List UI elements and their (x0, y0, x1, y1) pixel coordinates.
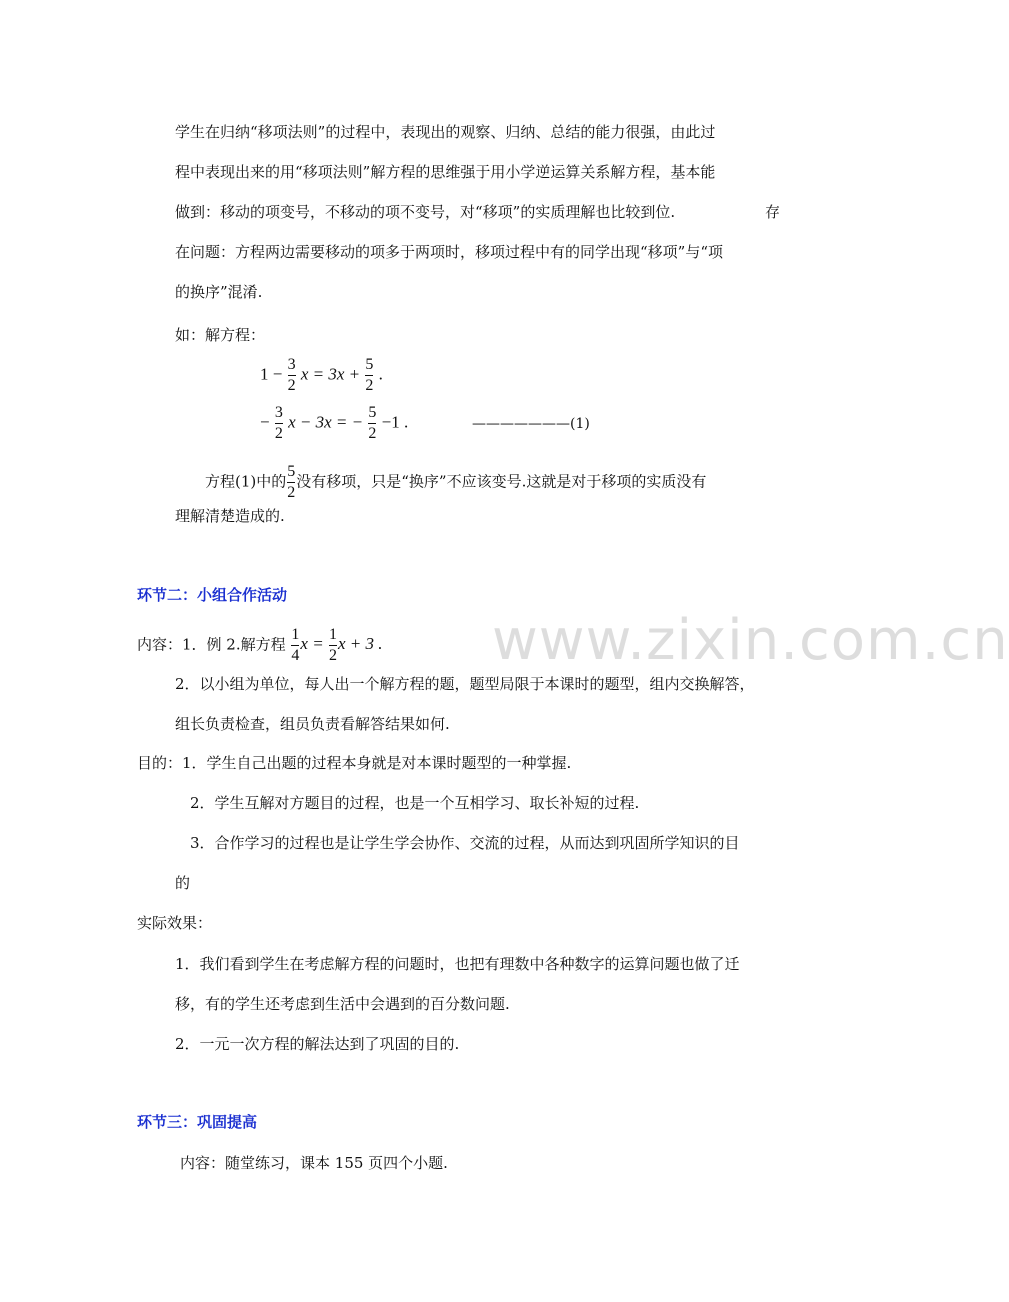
para1-line1: 学生在归纳“移项法则”的过程中，表现出的观察、归纳、总结的能力很强，由此过 (175, 123, 716, 141)
para2-line1: 方程(1)中的 $\frac{5}{2}$ 没有移项，只是“换序”不应该变号.这就是对于移项的实质没有 (205, 463, 707, 501)
para1-line3-end: 存 (765, 203, 781, 221)
section2-goal-3a: 3．合作学习的过程也是让学生学会协作、交流的过程，从而达到巩固所学知识的目 (190, 834, 740, 852)
para2-line2: 理解清楚造成的. (175, 507, 285, 525)
section2-heading: 环节二：小组合作活动 (137, 586, 288, 604)
section2-goal-2: 2．学生互解对方题目的过程，也是一个互相学习、取长补短的过程. (190, 794, 640, 812)
section2-content: 内容：1．例 2.解方程 $\frac{1}{4}$ x = $\frac{1}{2}$ x + 3 . (137, 626, 383, 664)
para1-line3: 做到：移动的项变号，不移动的项不变号，对“移项”的实质理解也比较到位. (175, 203, 676, 221)
para1-line4: 在问题：方程两边需要移动的项多于两项时，移项过程中有的同学出现“移项”与“项 (175, 243, 724, 261)
section2-goal-1: 目的：1．学生自己出题的过程本身就是对本课时题型的一种掌握. (137, 754, 572, 772)
section2-effect-label: 实际效果： (137, 914, 213, 932)
equation-2-tag: ———————(1) (472, 416, 590, 432)
equation-1: 1 − $\frac{3}{2}$ x = 3x + $\frac{5}{2}$ . (260, 356, 383, 394)
section2-content-2a: 2．以小组为单位，每人出一个解方程的题，题型局限于本课时的题型，组内交换解答， (175, 675, 755, 693)
equation-2: − $\frac{3}{2}$ x − 3x = − $\frac{5}{2}$ −1 . (260, 404, 409, 442)
section2-content-2b: 组长负责检查，组员负责看解答结果如何. (175, 715, 450, 733)
section2-goal-3b: 的 (175, 874, 191, 892)
para1-line2: 程中表现出来的用“移项法则”解方程的思维强于用小学逆运算关系解方程，基本能 (175, 163, 716, 181)
para1-line5: 的换序”混淆. (175, 283, 263, 301)
watermark: www.zixin.com.cn (492, 608, 1009, 673)
section3-heading: 环节三：巩固提高 (137, 1113, 258, 1131)
section3-content: 内容：随堂练习，课本 155 页四个小题. (180, 1154, 448, 1172)
section2-effect-1b: 移，有的学生还考虑到生活中会遇到的百分数问题. (175, 995, 510, 1013)
example-label: 如：解方程： (175, 326, 266, 344)
section2-effect-1a: 1．我们看到学生在考虑解方程的问题时，也把有理数中各种数字的运算问题也做了迁 (175, 955, 740, 973)
section2-effect-2: 2．一元一次方程的解法达到了巩固的目的. (175, 1035, 460, 1053)
